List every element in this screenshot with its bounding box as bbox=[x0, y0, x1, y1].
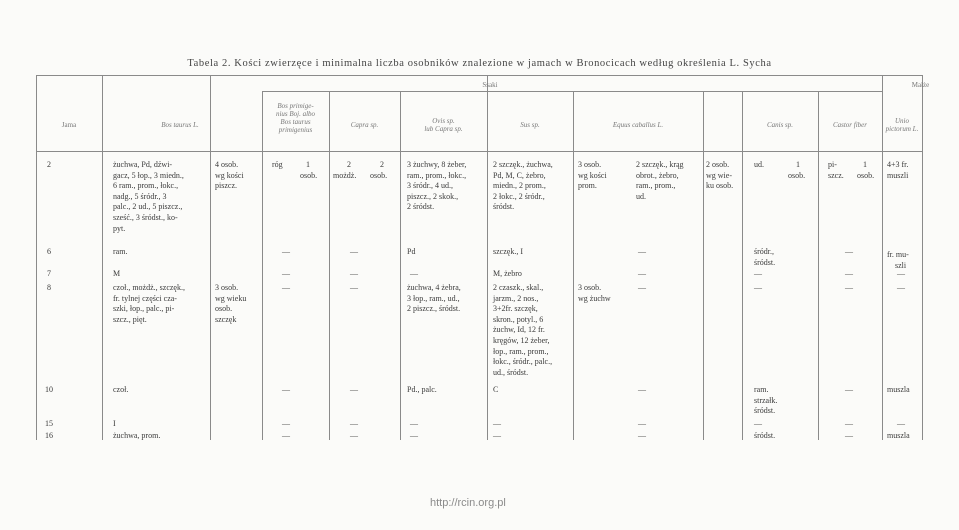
cell-line: ram., prom., łokc., bbox=[407, 170, 467, 180]
header-equus: Equus caballus L. bbox=[612, 121, 664, 129]
header-line: Unio bbox=[895, 117, 909, 125]
cell-line: wg żuchw bbox=[578, 293, 611, 303]
bos-bones: czoł. bbox=[113, 385, 129, 394]
dash: — bbox=[754, 269, 762, 278]
sus-bones bbox=[493, 283, 552, 378]
cell-line: 6 ram., prom., łokc., bbox=[113, 181, 179, 191]
column-rule bbox=[329, 91, 330, 440]
cell-line: szli bbox=[895, 260, 907, 270]
column-rule bbox=[400, 91, 401, 440]
ovis-bones: Pd bbox=[407, 247, 416, 256]
cell-line: ku osob. bbox=[706, 181, 734, 191]
cell-line: piszcz. bbox=[215, 181, 237, 191]
bos-primigenius-bones: róg bbox=[272, 160, 283, 169]
header-line: primigenius bbox=[278, 126, 313, 134]
cell-line: fr. tylnej części cza- bbox=[113, 293, 177, 303]
header-line: Bos taurus bbox=[280, 118, 311, 126]
bos-bones bbox=[113, 160, 184, 234]
dash: — bbox=[350, 419, 358, 428]
dash: — bbox=[897, 283, 905, 292]
equus-count bbox=[706, 160, 733, 192]
cell-line: obrot., żebro, bbox=[636, 170, 679, 180]
cell-line: 2 bbox=[347, 160, 351, 169]
cell-line: śródst. bbox=[754, 406, 776, 416]
unio-cell bbox=[887, 160, 908, 181]
dash: — bbox=[350, 247, 358, 256]
canis-bones: śródst. bbox=[754, 431, 776, 440]
cell-line: piszcz., 2 skok., bbox=[407, 191, 459, 201]
cell-line: osob. bbox=[788, 170, 806, 180]
cell-line: żuchwa, Pd, dźwi- bbox=[113, 160, 173, 169]
cell-line: 1 bbox=[796, 160, 800, 169]
table-caption: Tabela 2. Kości zwierzęce i minimalna liczba osobników znalezione w jamach w Bronocicach według określenia L. Sycha bbox=[187, 58, 772, 69]
header-line: Bos primige- bbox=[277, 102, 314, 110]
capra-count bbox=[370, 160, 387, 181]
cell-line: palc., 2 ud., 5 piszcz., bbox=[113, 202, 183, 212]
sus-bones: M, żebro bbox=[493, 269, 522, 278]
header-line: Ovis sp. bbox=[432, 117, 455, 125]
cell-line: 3 osob. bbox=[578, 160, 602, 169]
cell-line: ram., prom., bbox=[636, 181, 676, 191]
cell-line: szczęk bbox=[215, 314, 237, 324]
cell-line: 3 śródr., 4 ud., bbox=[407, 181, 453, 191]
cell-line: 4+3 fr. bbox=[887, 160, 909, 169]
cell-line: 2 szczęk., krąg bbox=[636, 160, 684, 169]
dash: — bbox=[845, 269, 853, 278]
cell-line: wg kości bbox=[215, 170, 244, 180]
dash: — bbox=[845, 283, 853, 292]
bos-primigenius-count bbox=[300, 160, 317, 181]
cell-line: sześć., 3 śródst., ko- bbox=[113, 212, 178, 222]
cell-line: fr. mu- bbox=[887, 250, 909, 259]
header-bos-primigenius bbox=[262, 102, 329, 134]
dash: — bbox=[638, 419, 646, 428]
row-number: 7 bbox=[47, 269, 51, 278]
cell-line: szcz. bbox=[828, 170, 844, 180]
sus-count bbox=[578, 160, 607, 192]
cell-line: łop., ram., prom., bbox=[493, 346, 549, 356]
header-ssaki: Ssaki bbox=[482, 81, 498, 89]
dash: — bbox=[350, 385, 358, 394]
dash: — bbox=[282, 283, 290, 292]
dash: — bbox=[897, 269, 905, 278]
cell-line: osob. bbox=[215, 304, 233, 314]
dash: — bbox=[638, 269, 646, 278]
column-rule bbox=[573, 91, 574, 440]
ovis-bones: Pd., palc. bbox=[407, 385, 437, 394]
header-castor: Castor fiber bbox=[832, 121, 868, 129]
cell-line: 3 łop., ram., ud., bbox=[407, 293, 460, 303]
header-jama: Jama bbox=[61, 121, 77, 129]
cell-line: żuchwa, 4 żebra, bbox=[407, 283, 461, 292]
source-url[interactable]: http://rcin.org.pl bbox=[430, 497, 506, 509]
sus-count bbox=[578, 283, 611, 304]
unio-cell: muszla bbox=[887, 385, 910, 394]
canis-bones bbox=[754, 385, 777, 417]
bos-bones: żuchwa, prom. bbox=[113, 431, 161, 440]
row-number: 15 bbox=[45, 419, 53, 428]
dash: — bbox=[282, 419, 290, 428]
header-malze: Małże bbox=[911, 81, 930, 89]
cell-line: 2 łokc., 2 śródr., bbox=[493, 191, 545, 201]
cell-line: nadg., 5 śródr., 3 bbox=[113, 191, 167, 201]
cell-line: żuchw, Id, 12 fr. bbox=[493, 325, 545, 335]
row-number: 8 bbox=[47, 283, 51, 292]
column-rule bbox=[487, 75, 488, 440]
row-number: 2 bbox=[47, 160, 51, 169]
dash: — bbox=[410, 419, 418, 428]
column-rule bbox=[36, 75, 37, 440]
cell-line: 1 bbox=[863, 160, 867, 169]
castor-count bbox=[857, 160, 874, 181]
table-top-rule bbox=[36, 75, 922, 76]
dash: — bbox=[638, 283, 646, 292]
bos-bones: ram. bbox=[113, 247, 128, 256]
cell-line: osob. bbox=[370, 170, 388, 180]
header-bos-taurus: Bos taurus L. bbox=[161, 121, 199, 129]
dash: — bbox=[845, 419, 853, 428]
dash: — bbox=[493, 419, 501, 428]
header-sus: Sus sp. bbox=[520, 121, 540, 129]
header-line: nius Boj. albo bbox=[275, 110, 316, 118]
cell-line: szcz., pięt. bbox=[113, 314, 147, 324]
cell-line: 1 bbox=[306, 160, 310, 169]
bos-count bbox=[215, 160, 244, 192]
dash: — bbox=[845, 385, 853, 394]
cell-line: 2 śródst. bbox=[407, 202, 435, 212]
cell-line: Pd, M, C, żebro, bbox=[493, 170, 546, 180]
dash: — bbox=[410, 431, 418, 440]
column-rule bbox=[818, 91, 819, 440]
cell-line: osob. bbox=[300, 170, 318, 180]
cell-line: skron., potyl., 6 bbox=[493, 314, 544, 324]
column-rule bbox=[210, 75, 211, 440]
cell-line: kręgów, 12 żeber, bbox=[493, 335, 550, 345]
dash: — bbox=[897, 419, 905, 428]
cell-line: gacz, 5 łop., 3 miedn., bbox=[113, 170, 184, 180]
dash: — bbox=[845, 431, 853, 440]
cell-line: możdż. bbox=[333, 170, 357, 180]
canis-bones bbox=[754, 247, 775, 268]
cell-line: szki, łop., palc., pi- bbox=[113, 304, 175, 314]
cell-line: łokc., śródr., palc., bbox=[493, 357, 553, 367]
cell-line: śródr., bbox=[754, 247, 774, 256]
cell-line: pi- bbox=[828, 160, 837, 169]
dash: — bbox=[638, 385, 646, 394]
cell-line: 3 osob. bbox=[578, 283, 602, 292]
sus-bones bbox=[493, 160, 553, 213]
cell-line: 2 szczęk., żuchwa, bbox=[493, 160, 553, 169]
ovis-bones bbox=[407, 160, 466, 213]
bos-bones bbox=[113, 283, 185, 325]
header-line: pictorum L. bbox=[885, 125, 919, 133]
cell-line: jarzm., 2 nos., bbox=[493, 293, 539, 303]
castor-bones bbox=[828, 160, 844, 181]
unio-cell: muszla bbox=[887, 431, 910, 440]
ovis-bones bbox=[407, 283, 461, 315]
column-rule bbox=[102, 75, 103, 440]
cell-line: miedn., 2 prom., bbox=[493, 181, 546, 191]
dash: — bbox=[282, 431, 290, 440]
dash: — bbox=[350, 283, 358, 292]
cell-line: wg wie- bbox=[706, 170, 732, 180]
sus-bones: szczęk., I bbox=[493, 247, 523, 256]
cell-line: ud., śródst. bbox=[493, 367, 529, 377]
dash: — bbox=[282, 385, 290, 394]
dash: — bbox=[350, 269, 358, 278]
row-number: 10 bbox=[45, 385, 53, 394]
unio-cell bbox=[887, 250, 909, 271]
cell-line: 4 osob. bbox=[215, 160, 239, 169]
dash: — bbox=[282, 247, 290, 256]
row-number: 6 bbox=[47, 247, 51, 256]
cell-line: śródst. bbox=[493, 202, 515, 212]
cell-line: 3+2fr. szczęk, bbox=[493, 304, 538, 314]
dash: — bbox=[493, 431, 501, 440]
cell-line: 2 osob. bbox=[706, 160, 730, 169]
cell-line: 3 żuchwy, 8 żeber, bbox=[407, 160, 467, 169]
cell-line: 3 osob. bbox=[215, 283, 239, 292]
dash: — bbox=[638, 431, 646, 440]
cell-line: śródst. bbox=[754, 257, 776, 267]
dash: — bbox=[638, 247, 646, 256]
cell-line: pyt. bbox=[113, 223, 126, 233]
capra-bones bbox=[333, 160, 356, 181]
cell-line: ram. bbox=[754, 385, 769, 394]
bos-bones: M bbox=[113, 269, 121, 278]
bos-count bbox=[215, 283, 246, 325]
column-rule bbox=[922, 75, 923, 440]
column-rule bbox=[742, 91, 743, 440]
header-subrule bbox=[262, 91, 882, 92]
dash: — bbox=[754, 419, 762, 428]
column-rule bbox=[262, 91, 263, 440]
dash: — bbox=[350, 431, 358, 440]
dash: — bbox=[754, 283, 762, 292]
row-number: 16 bbox=[45, 431, 53, 440]
bos-bones: I bbox=[113, 419, 116, 428]
cell-line: 2 czaszk., skal., bbox=[493, 283, 544, 292]
column-rule bbox=[703, 91, 704, 440]
cell-line: wg wieku bbox=[215, 293, 247, 303]
header-unio bbox=[882, 117, 922, 133]
canis-count bbox=[788, 160, 805, 181]
cell-line: prom. bbox=[578, 181, 597, 191]
dash: — bbox=[410, 269, 418, 278]
dash: — bbox=[845, 247, 853, 256]
dash: — bbox=[282, 269, 290, 278]
header-bottom-rule bbox=[36, 151, 922, 152]
cell-line: czoł., możdż., szczęk., bbox=[113, 283, 185, 292]
sus-bones: C bbox=[493, 385, 499, 394]
cell-line: ud. bbox=[636, 191, 646, 201]
cell-line: muszli bbox=[887, 170, 909, 180]
cell-line: wg kości bbox=[578, 170, 607, 180]
cell-line: strzałk. bbox=[754, 395, 778, 405]
canis-bones: ud. bbox=[754, 160, 764, 169]
cell-line: 2 piszcz., śródst. bbox=[407, 304, 461, 314]
equus-bones bbox=[636, 160, 684, 202]
header-ovis bbox=[400, 117, 487, 133]
cell-line: osob. bbox=[857, 170, 875, 180]
header-capra: Capra sp. bbox=[350, 121, 379, 129]
header-canis: Canis sp. bbox=[766, 121, 794, 129]
header-line: lub Capra sp. bbox=[424, 125, 463, 133]
cell-line: 2 bbox=[380, 160, 384, 169]
